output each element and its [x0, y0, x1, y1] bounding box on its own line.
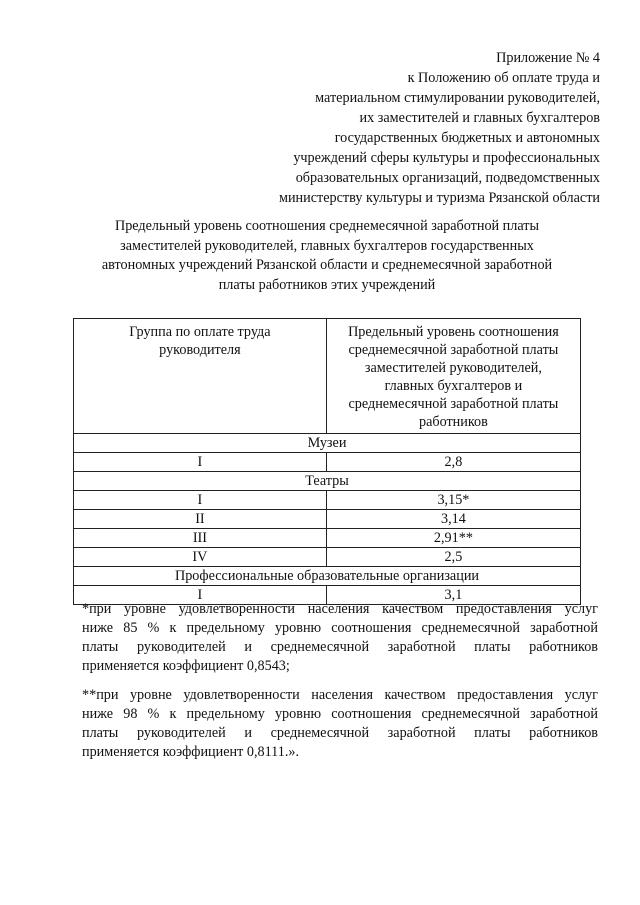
note-line: платы руководителей и среднемесячной заработной платы работников: [82, 725, 598, 741]
note-line: *при уровне удовлетворенности населения качеством предоставления услуг: [82, 601, 598, 617]
note-line: ниже 85 % к предельному уровню соотношения среднемесячной заработной: [82, 620, 598, 636]
group-cell: I: [74, 491, 327, 510]
ratio-table: [73, 318, 581, 605]
title-line: автономных учреждений Рязанской области и среднемесячной заработной: [101, 257, 553, 273]
appendix-line: их заместителей и главных бухгалтеров: [359, 110, 600, 126]
appendix-line: к Положению об оплате труда и: [407, 70, 600, 86]
value-cell: 3,1: [326, 586, 580, 605]
value-cell: 3,15*: [326, 491, 580, 510]
footnote-double-asterisk: [82, 686, 598, 762]
section-title: Музеи: [74, 434, 581, 453]
appendix-header: [200, 48, 600, 208]
section-title: Профессиональные образовательные организации: [74, 567, 581, 586]
value-cell: 2,5: [326, 548, 580, 567]
section-row-education: [74, 567, 581, 586]
section-row-museums: [74, 434, 581, 453]
table-row: [74, 491, 581, 510]
table-header-row: [74, 319, 581, 434]
appendix-line: министерству культуры и туризма Рязанской области: [278, 190, 600, 206]
table-row: [74, 510, 581, 529]
note-line: **при уровне удовлетворенности населения качеством предоставления услуг: [82, 687, 598, 703]
appendix-line: учреждений сферы культуры и профессиональных: [293, 150, 600, 166]
group-cell: I: [74, 453, 327, 472]
group-cell: II: [74, 510, 327, 529]
note-line: ниже 98 % к предельному уровню соотношения среднемесячной заработной: [82, 706, 598, 722]
document-title: [82, 217, 572, 295]
value-cell: 3,14: [326, 510, 580, 529]
header-ratio-column: Предельный уровень соотношения среднемесячной заработной платы заместителей руководителей, главных бухгалтеров и среднемесячной заработной платы работников: [326, 319, 580, 434]
title-line: заместителей руководителей, главных бухгалтеров государственных: [120, 237, 534, 254]
note-line: платы руководителей и среднемесячной заработной платы работников: [82, 639, 598, 655]
section-row-theatres: [74, 472, 581, 491]
group-cell: III: [74, 529, 327, 548]
table-row: [74, 453, 581, 472]
appendix-line: образовательных организаций, подведомственных: [295, 170, 600, 186]
section-title: Театры: [74, 472, 581, 491]
appendix-line: государственных бюджетных и автономных: [334, 130, 600, 146]
appendix-line: Приложение № 4: [496, 50, 600, 66]
title-line: Предельный уровень соотношения среднемесячной заработной платы: [114, 218, 540, 234]
footnote-single-asterisk: [82, 600, 598, 676]
group-cell: I: [74, 586, 327, 605]
value-cell: 2,8: [326, 453, 580, 472]
group-cell: IV: [74, 548, 327, 567]
value-cell: 2,91**: [326, 529, 580, 548]
table-row: [74, 548, 581, 567]
header-group-column: Группа по оплате труда руководителя: [74, 319, 327, 434]
appendix-line: материальном стимулировании руководителей,: [315, 90, 600, 106]
title-line: платы работников этих учреждений: [218, 276, 436, 293]
table-row: [74, 529, 581, 548]
note-line: применяется коэффициент 0,8543;: [82, 658, 290, 674]
note-line: применяется коэффициент 0,8111.».: [82, 744, 300, 760]
